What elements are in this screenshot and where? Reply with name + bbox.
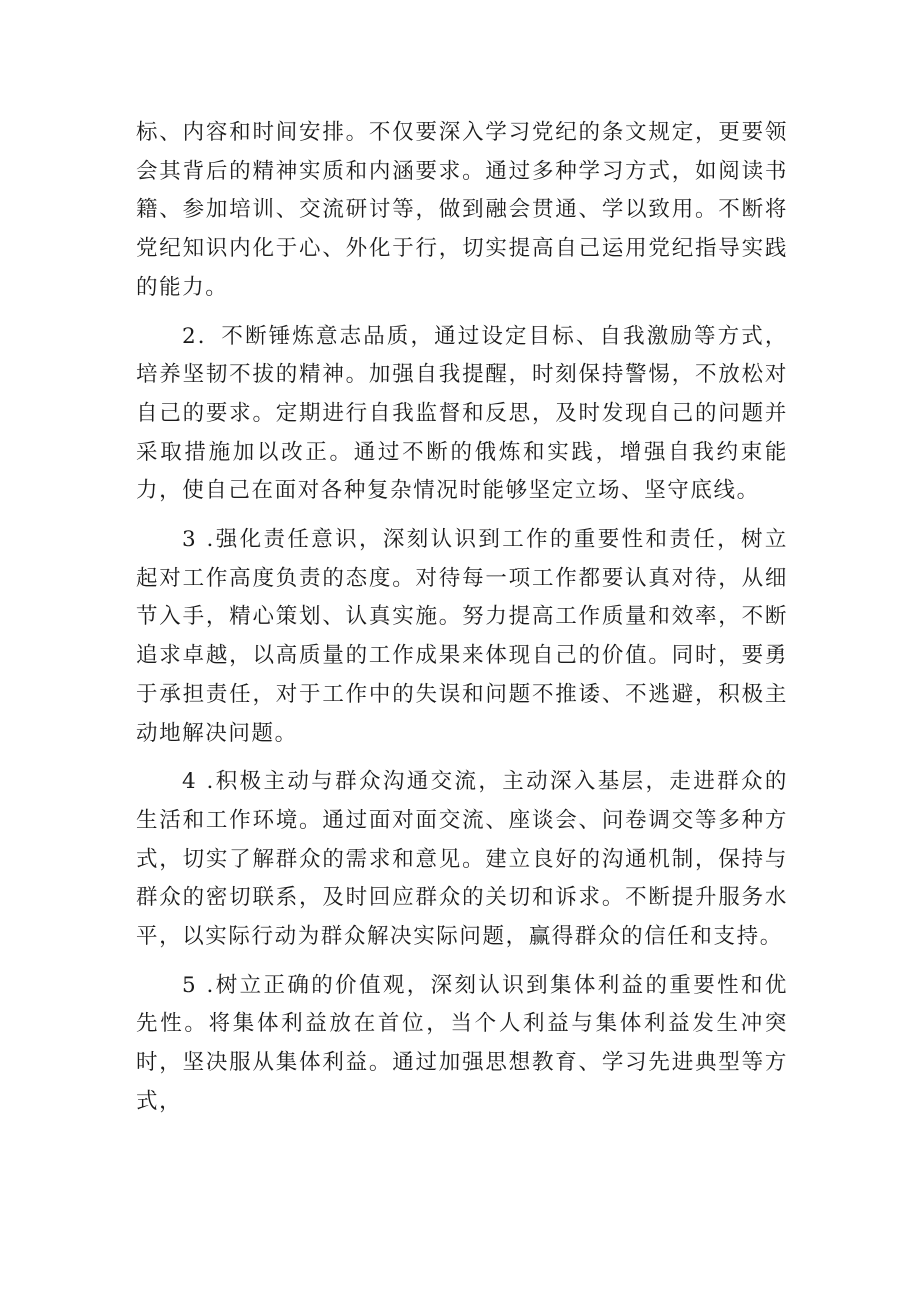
document-body <box>136 114 788 1132</box>
paragraph-item-5: 5 .树立正确的价值观，深刻认识到集体利益的重要性和优先性。将集体利益放在首位，当个人利益与集体利益发生冲突时，坚决服从集体利益。通过加强思想教育、学习先进典型等方式， <box>136 972 788 1114</box>
paragraph-item-2: 2．不断锤炼意志品质，通过设定目标、自我激励等方式，培养坚韧不拔的精神。加强自我提醒，时刻保持警惕，不放松对自己的要求。定期进行自我监督和反思，及时发现自己的问题并采取措施加以改正。通过不断的俄炼和实践，增强自我约束能力，使自己在面对各种复杂情况时能够坚定立场、坚守底线。 <box>136 323 788 504</box>
paragraph-item-3: 3 .强化责任意识，深刻认识到工作的重要性和责任，树立起对工作高度负责的态度。对待每一项工作都要认真对待，从细节入手，精心策划、认真实施。努力提高工作质量和效率，不断追求卓越，以高质量的工作成果来体现自己的价值。同时，要勇于承担责任，对于工作中的失误和问题不推诿、不逃避，积极主动地解决问题。 <box>136 527 788 746</box>
paragraph-item-4: 4 .积极主动与群众沟通交流，主动深入基层，走进群众的生活和工作环境。通过面对面交流、座谈会、问卷调交等多种方式，切实了解群众的需求和意见。建立良好的沟通机制，保持与群众的密切联系，及时回应群众的关切和诉求。不断提升服务水平，以实际行动为群众解决实际问题，赢得群众的信任和支持。 <box>136 769 788 950</box>
paragraph-continuation: 标、内容和时间安排。不仅要深入学习党纪的条文规定，更要领会其背后的精神实质和内涵要求。通过多种学习方式，如阅读书籍、参加培训、交流研讨等，做到融会贯通、学以致用。不断将党纪知识内化于心、外化于行，切实提高自己运用党纪指导实践的能力。 <box>136 120 788 300</box>
